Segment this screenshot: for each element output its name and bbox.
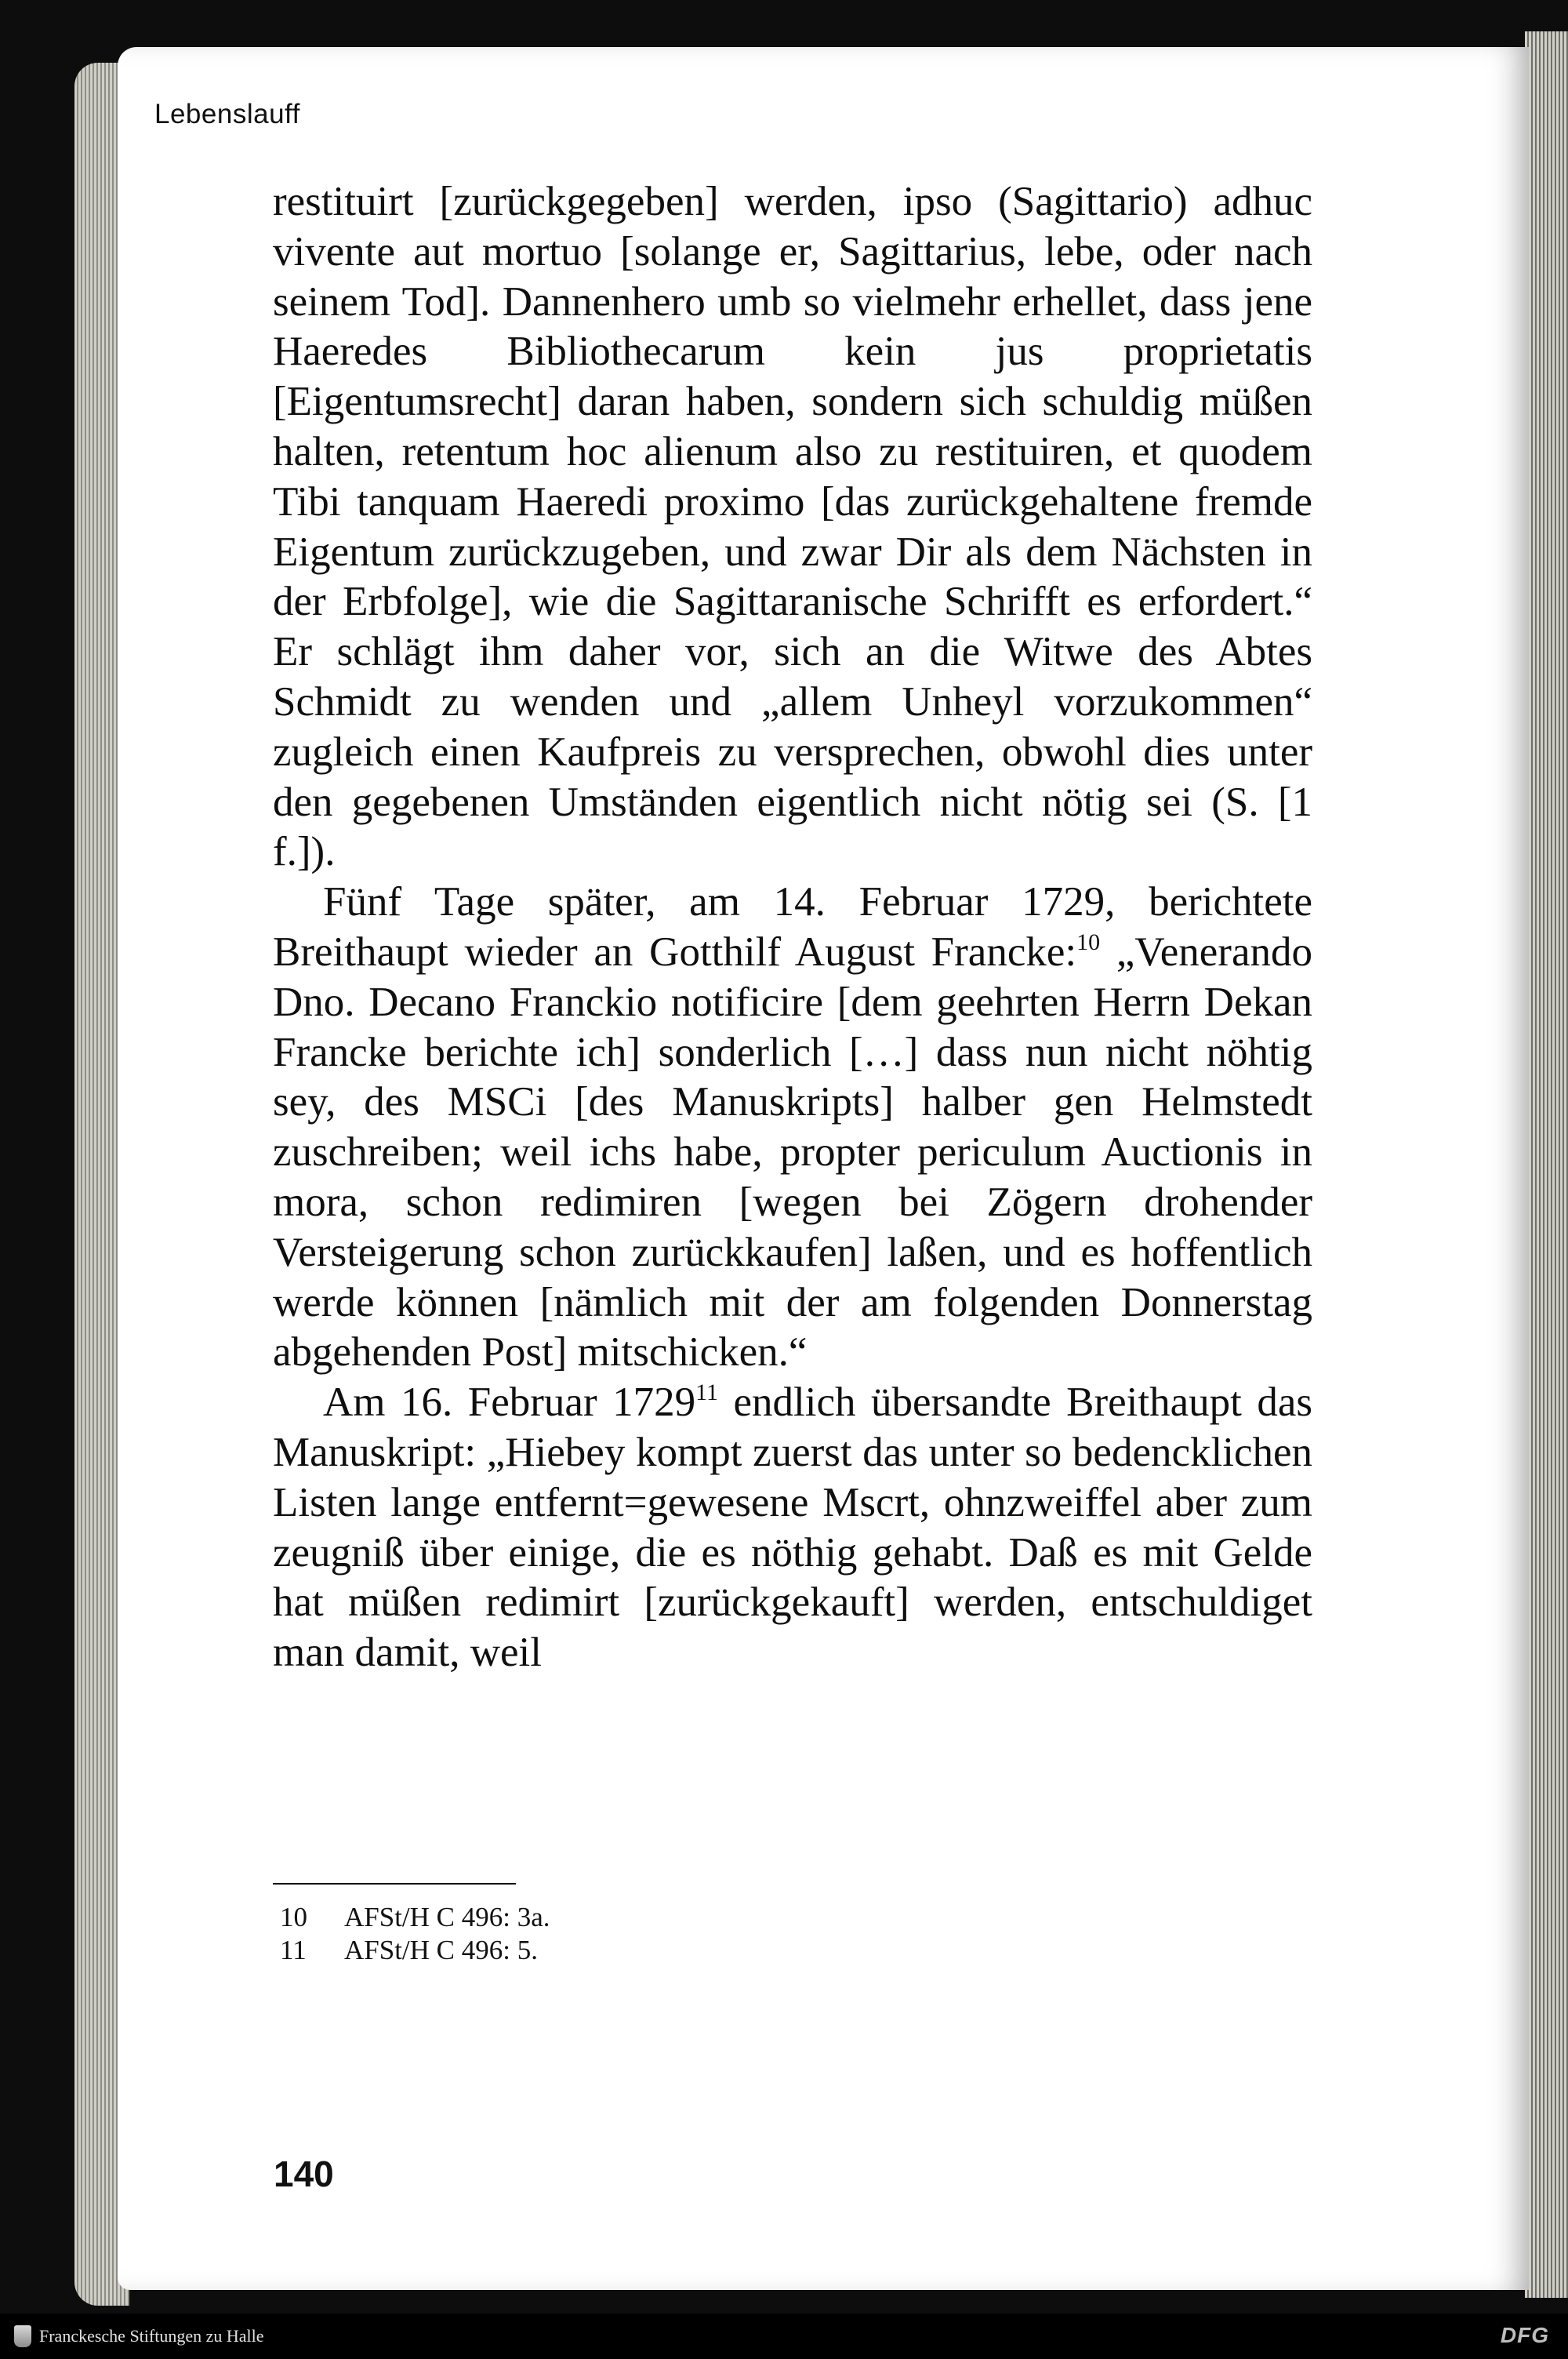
page-number: 140 <box>274 2154 334 2194</box>
body-text <box>273 177 1312 1678</box>
paragraph-3-quote: endlich übersandte Breithaupt das Manuskript: „Hiebey kompt zuerst das unter so bedencklichen Listen lange entfernt=gewesene Mscrt, ohnzweiffel aber zum zeugniß über einige, die es nöthig gehabt. Daß es mit Gelde hat müßen redimirt [zurückgekauft] werden, entschuldiget man damit, weil <box>273 1379 1312 1676</box>
footnotes <box>280 1901 550 1967</box>
paragraph-1: restituirt [zurückgegeben] werden, ipso (Sagittario) adhuc vivente aut mortuo [solange er, Sagittarius, lebe, oder nach seinem Tod]. Dannenhero umb so vielmehr erhellet, dass jene Haeredes Bibliothecarum kein jus proprietatis [Eigentumsrecht] daran haben, sondern sich schuldig müßen halten, retentum hoc alienum also zu restituiren, et quodem Tibi tanquam Haeredi proximo [das zurückgehaltene fremde Eigentum zurückzugeben, und zwar Dir als dem Nächsten in der Erbfolge], wie die Sagittaranische Schrifft es erfordert.“ Er schlägt ihm daher vor, sich an die Witwe des Abtes Schmidt zu wenden und „allem Unheyl vorzukommen“ zugleich einen Kaufpreis zu versprechen, obwohl dies unter den gegebenen Umständen eigentlich nicht nötig sei (S. [1 f.]). <box>273 179 1312 875</box>
footnote-10 <box>280 1901 550 1934</box>
footnote-number: 10 <box>280 1902 307 1932</box>
footnote-text: AFSt/H C 496: 5. <box>344 1935 538 1965</box>
paragraph-2 <box>273 878 1312 1378</box>
footnote-11 <box>280 1934 550 1967</box>
paragraph-2-text: Fünf Tage später, am 14. Februar 1729, berichtete Breithaupt wieder an Gotthilf August Francke: <box>273 879 1312 975</box>
institution-credit[interactable] <box>14 2325 264 2347</box>
institution-label: Franckesche Stiftungen zu Halle <box>39 2326 264 2346</box>
paragraph-3 <box>273 1378 1312 1678</box>
book-page-edges-right <box>1525 31 1568 2298</box>
paragraph-3-text: Am 16. Februar 1729 <box>323 1379 696 1426</box>
footnote-number: 11 <box>280 1935 307 1965</box>
footnote-reference-10: 10 <box>1076 929 1101 955</box>
dfg-logo[interactable]: DFG <box>1500 2323 1549 2347</box>
footnote-reference-11: 11 <box>695 1379 718 1406</box>
running-head: Lebenslauff <box>154 99 300 129</box>
building-icon <box>14 2325 31 2347</box>
footnote-divider <box>273 1883 516 1885</box>
paragraph-2-quote: „Venerando Dno. Decano Franckio notificire [dem geehrten Herrn Dekan Francke berichte ich] sonderlich […] dass nun nicht nöhtig sey, des MSCi [des Manuskripts] halber gen Helmstedt zuschreiben; weil ichs habe, propter periculum Auctionis in mora, schon redimiren [wegen bei Zögern drohender Versteigerung schon zurückkaufen] laßen, und es hoffentlich werde können [nämlich mit der am folgenden Donnerstag abgehenden Post] mitschicken.“ <box>273 929 1312 1376</box>
footnote-text: AFSt/H C 496: 3a. <box>344 1902 550 1932</box>
